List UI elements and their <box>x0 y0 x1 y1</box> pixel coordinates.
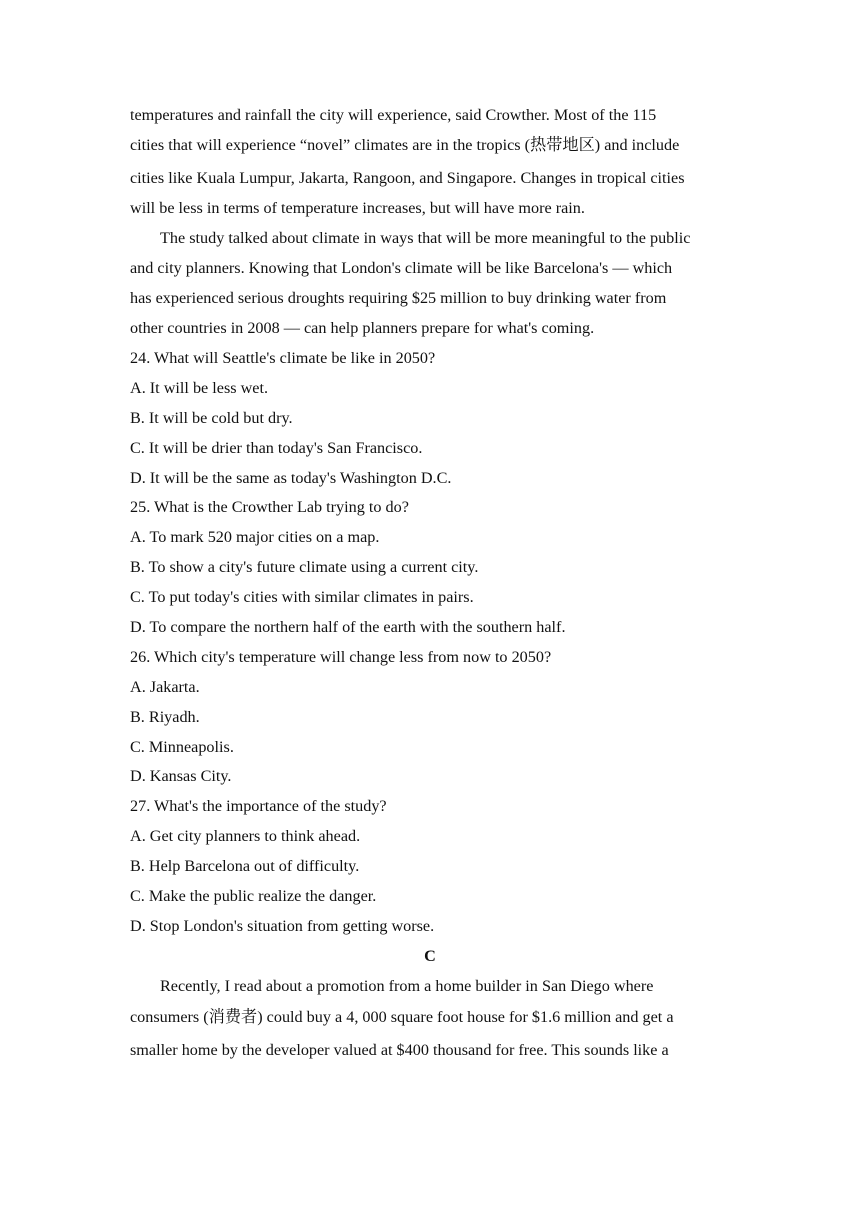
paragraph-line: cities like Kuala Lumpur, Jakarta, Rangoon, and Singapore. Changes in tropical cities <box>130 169 685 187</box>
question-stem: 26. Which city's temperature will change less from now to 2050? <box>130 648 552 666</box>
section-heading: C <box>424 947 436 965</box>
question-stem: 27. What's the importance of the study? <box>130 797 387 815</box>
answer-option: D. Kansas City. <box>130 767 232 785</box>
answer-option: D. Stop London's situation from getting worse. <box>130 917 435 935</box>
question-stem: 25. What is the Crowther Lab trying to do? <box>130 498 409 516</box>
answer-option: A. Get city planners to think ahead. <box>130 827 361 845</box>
answer-option: B. Help Barcelona out of difficulty. <box>130 857 360 875</box>
answer-option: C. To put today's cities with similar climates in pairs. <box>130 588 474 606</box>
question-stem: 24. What will Seattle's climate be like in 2050? <box>130 349 436 367</box>
paragraph-line: has experienced serious droughts requiring $25 million to buy drinking water from <box>130 289 667 307</box>
answer-option: A. Jakarta. <box>130 678 200 696</box>
paragraph-line: other countries in 2008 — can help planners prepare for what's coming. <box>130 319 595 337</box>
paragraph-line: consumers (消费者) could buy a 4, 000 square foot house for $1.6 million and get a <box>130 1008 674 1026</box>
answer-option: A. To mark 520 major cities on a map. <box>130 528 380 546</box>
answer-option: B. Riyadh. <box>130 708 200 726</box>
answer-option: C. Minneapolis. <box>130 738 234 756</box>
paragraph-line: cities that will experience “novel” climates are in the tropics (热带地区) and include <box>130 136 680 154</box>
paragraph-line: Recently, I read about a promotion from a home builder in San Diego where <box>160 977 654 995</box>
paragraph-line: smaller home by the developer valued at $400 thousand for free. This sounds like a <box>130 1041 669 1059</box>
paragraph-line: The study talked about climate in ways that will be more meaningful to the public <box>160 229 691 247</box>
answer-option: D. To compare the northern half of the earth with the southern half. <box>130 618 566 636</box>
answer-option: B. To show a city's future climate using a current city. <box>130 558 479 576</box>
paragraph-line: will be less in terms of temperature increases, but will have more rain. <box>130 199 585 217</box>
paragraph-line: temperatures and rainfall the city will experience, said Crowther. Most of the 115 <box>130 106 657 124</box>
paragraph-line: and city planners. Knowing that London's climate will be like Barcelona's — which <box>130 259 673 277</box>
answer-option: A. It will be less wet. <box>130 379 269 397</box>
answer-option: C. It will be drier than today's San Francisco. <box>130 439 423 457</box>
answer-option: D. It will be the same as today's Washington D.C. <box>130 469 452 487</box>
answer-option: C. Make the public realize the danger. <box>130 887 377 905</box>
answer-option: B. It will be cold but dry. <box>130 409 293 427</box>
